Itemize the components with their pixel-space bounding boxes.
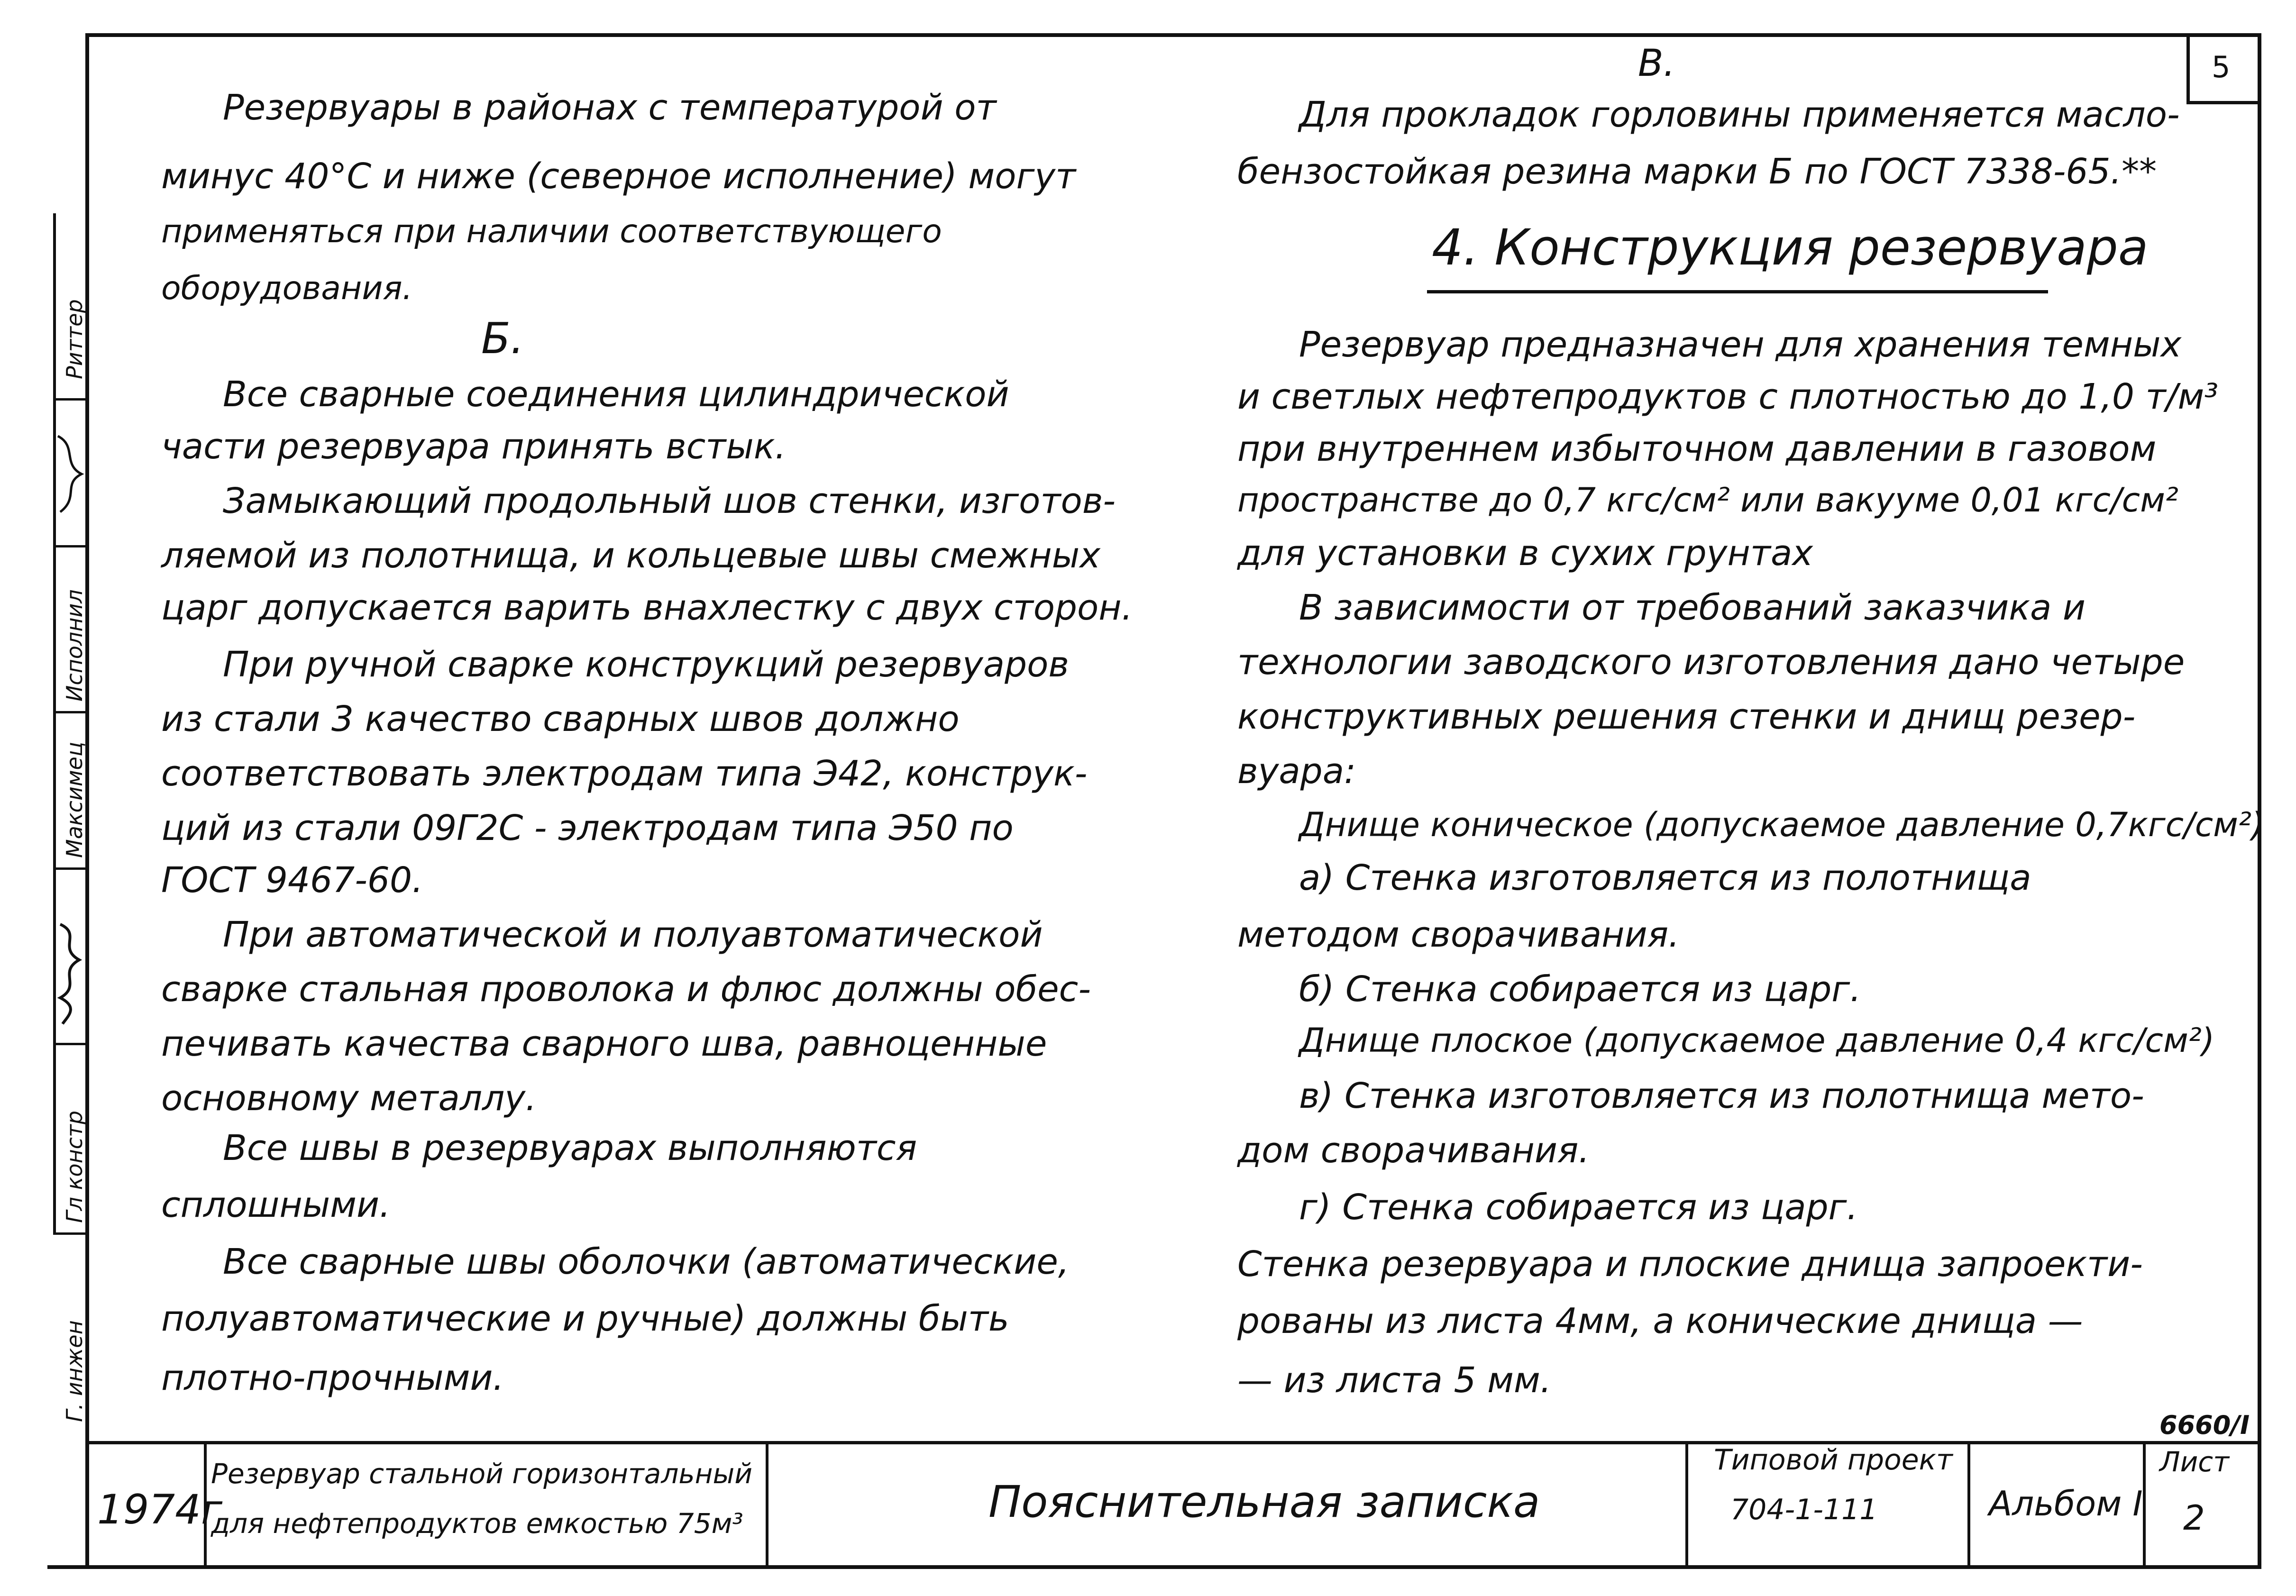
text-line: для установки в сухих грунтах [1237, 533, 1813, 574]
margin-divider [53, 1232, 89, 1235]
text-line: методом сворачивания. [1237, 914, 1680, 955]
text-line: Днище плоское (допускаемое давление 0,4 кгс/см²) [1299, 1021, 2215, 1060]
title-block-divider [1685, 1441, 1688, 1569]
text-line: сплошными. [161, 1185, 391, 1225]
text-line: При ручной сварке конструкций резервуаров [223, 644, 1069, 685]
text-line: При автоматической и полуавтоматической [223, 914, 1043, 955]
text-line: вуара: [1237, 751, 1356, 792]
section-letter-v: В. [1638, 42, 1675, 85]
text-line: основному металлу. [161, 1078, 537, 1119]
text-line: — из листа 5 мм. [1237, 1360, 1552, 1401]
title-block-divider [1967, 1441, 1970, 1569]
text-line: конструктивных решения стенки и днищ резер- [1237, 696, 2136, 737]
text-line: соответствовать электродам типа Э42, конструк- [161, 753, 1088, 794]
text-line: применяться при наличии соответствующего [161, 213, 942, 250]
text-line: в) Стенка изготовляется из полотнища мето- [1299, 1076, 2144, 1116]
text-line: Днище коническое (допускаемое давление 0,7кгс/см²) [1299, 805, 2265, 844]
text-line: царг допускается варить внахлестку с двух сторон. [161, 587, 1133, 628]
text-line: ций из стали 09Г2С - электродам типа Э50 по [161, 808, 1014, 848]
text-line: печивать качества сварного шва, равноценные [161, 1023, 1047, 1064]
margin-label-chief-designer: Гл констр [62, 1111, 87, 1223]
text-line: Резервуар предназначен для хранения темных [1299, 324, 2182, 365]
text-line: дом сворачивания. [1237, 1130, 1590, 1171]
margin-divider [53, 867, 89, 870]
margin-strip-line [53, 213, 56, 1232]
text-line: минус 40°С и ниже (северное исполнение) могут [161, 156, 1076, 197]
text-line: оборудования. [161, 270, 413, 307]
text-line: сварке стальная проволока и флюс должны обес- [161, 969, 1091, 1010]
sheet-code: 6660/I [2159, 1410, 2250, 1440]
margin-label-chief-engineer: Г. инжен [62, 1320, 87, 1422]
text-line: плотно-прочными. [161, 1358, 504, 1398]
text-line: из стали 3 качество сварных швов должно [161, 699, 960, 739]
text-line: технологии заводского изготовления дано четыре [1237, 642, 2185, 683]
frame-right [2258, 33, 2261, 1569]
text-line: и светлых нефтепродуктов с плотностью до 1,0 т/м³ [1237, 376, 2219, 417]
project-label: Типовой проект [1714, 1443, 1953, 1477]
text-line: ГОСТ 9467-60. [161, 860, 423, 901]
text-line: полуавтоматические и ручные) должны быть [161, 1298, 1009, 1339]
text-line: ляемой из полотнища, и кольцевые швы смежных [161, 535, 1100, 576]
text-line: рованы из листа 4мм, а конические днища — [1237, 1301, 2083, 1341]
year: 1974г [97, 1486, 223, 1533]
text-line: Все швы в резервуарах выполняются [223, 1128, 917, 1168]
text-line: Стенка резервуара и плоские днища запроекти- [1237, 1244, 2143, 1285]
title-block-divider [766, 1441, 768, 1569]
margin-label-ritter: Риттер [62, 299, 87, 379]
sheet-number: 2 [2183, 1498, 2205, 1538]
text-line: пространстве до 0,7 кгс/см² или вакууме 0,01 кгс/см² [1237, 481, 2178, 520]
margin-divider [53, 711, 89, 713]
heading-underline [1427, 290, 2048, 293]
frame-top [85, 33, 2261, 37]
object-name-line1: Резервуар стальной горизонтальный [211, 1458, 753, 1490]
text-line: бензостойкая резина марки Б по ГОСТ 7338-65.** [1237, 151, 2157, 192]
album-number: Альбом I [1989, 1484, 2143, 1523]
object-name-line2: для нефтепродуктов емкостью 75м³ [211, 1507, 743, 1540]
text-line: Замыкающий продольный шов стенки, изготов- [223, 481, 1116, 521]
text-line: Резервуары в районах с температурой от [223, 87, 997, 128]
text-line: а) Стенка изготовляется из полотнища [1299, 857, 2031, 898]
project-number: 704-1-111 [1730, 1493, 1878, 1526]
document-title: Пояснительная записка [988, 1477, 1540, 1527]
margin-divider [53, 1043, 89, 1045]
text-line: Для прокладок горловины применяется масло- [1299, 94, 2180, 135]
text-line: г) Стенка собирается из царг. [1299, 1187, 1858, 1228]
page-number: 5 [2212, 50, 2231, 84]
section-letter-b: Б. [481, 314, 524, 364]
signature-mark [53, 427, 89, 521]
section-heading: 4. Конструкция резервуара [1432, 219, 2149, 276]
text-line: б) Стенка собирается из царг. [1299, 969, 1861, 1010]
text-line: части резервуара принять встык. [161, 426, 787, 467]
sheet-label: Лист [2159, 1446, 2229, 1478]
margin-label-maksimets: Максимец [62, 741, 87, 858]
margin-label-executed: Исполнил [62, 589, 87, 702]
text-line: при внутреннем избыточном давлении в газовом [1237, 429, 2157, 469]
title-block-divider [2143, 1441, 2146, 1569]
margin-divider [53, 398, 89, 401]
signature-mark [53, 915, 89, 1029]
text-line: В зависимости от требований заказчика и [1299, 587, 2086, 628]
margin-divider [53, 545, 89, 547]
text-line: Все сварные швы оболочки (автоматические, [223, 1241, 1070, 1282]
text-line: Все сварные соединения цилиндрической [223, 374, 1009, 415]
frame-bottom [47, 1565, 2261, 1569]
